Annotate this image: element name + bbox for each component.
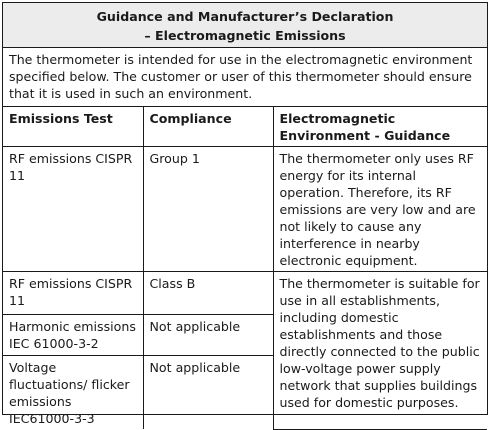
header-compliance: Compliance bbox=[143, 107, 273, 147]
table-title-line1: Guidance and Manufacturer’s Declaration bbox=[96, 9, 394, 24]
shared-guidance: The thermometer is suitable for use in all establishments, including domestic establishments and those directly connected to the public low-voltage power supply network that supplies buildings used for domestic purposes. bbox=[273, 272, 487, 430]
row1-compliance: Group 1 bbox=[143, 147, 273, 272]
row3-test: Harmonic emissions IEC 61000-3-2 bbox=[3, 315, 143, 356]
intro-text: The thermometer is intended for use in the electromagnetic environment specified below. The customer or user of this thermometer should ensure that it is used in such an environment. bbox=[3, 48, 487, 107]
row1-guidance: The thermometer only uses RF energy for its internal operation. Therefore, its RF emissions are very low and are not likely to cause any interference in nearby electronic equipment. bbox=[273, 147, 487, 272]
title-row bbox=[3, 3, 487, 48]
emissions-declaration-table bbox=[2, 2, 488, 426]
table-row bbox=[3, 272, 487, 315]
row2-test: RF emissions CISPR 11 bbox=[3, 272, 143, 315]
row4-test: Voltage fluctuations/ flicker emissions IEC61000-3-3 bbox=[3, 356, 143, 430]
row4-compliance: Not applicable bbox=[143, 356, 273, 430]
row3-compliance: Not applicable bbox=[143, 315, 273, 356]
header-guidance: Electromagnetic Environment - Guidance bbox=[273, 107, 487, 147]
header-row bbox=[3, 107, 487, 147]
intro-row bbox=[3, 48, 487, 107]
header-emissions-test: Emissions Test bbox=[3, 107, 143, 147]
table-title bbox=[3, 3, 487, 48]
row1-test: RF emissions CISPR 11 bbox=[3, 147, 143, 272]
declaration-table bbox=[3, 3, 487, 430]
table-title-line2: – Electromagnetic Emissions bbox=[144, 28, 346, 43]
table-row bbox=[3, 147, 487, 272]
row2-compliance: Class B bbox=[143, 272, 273, 315]
